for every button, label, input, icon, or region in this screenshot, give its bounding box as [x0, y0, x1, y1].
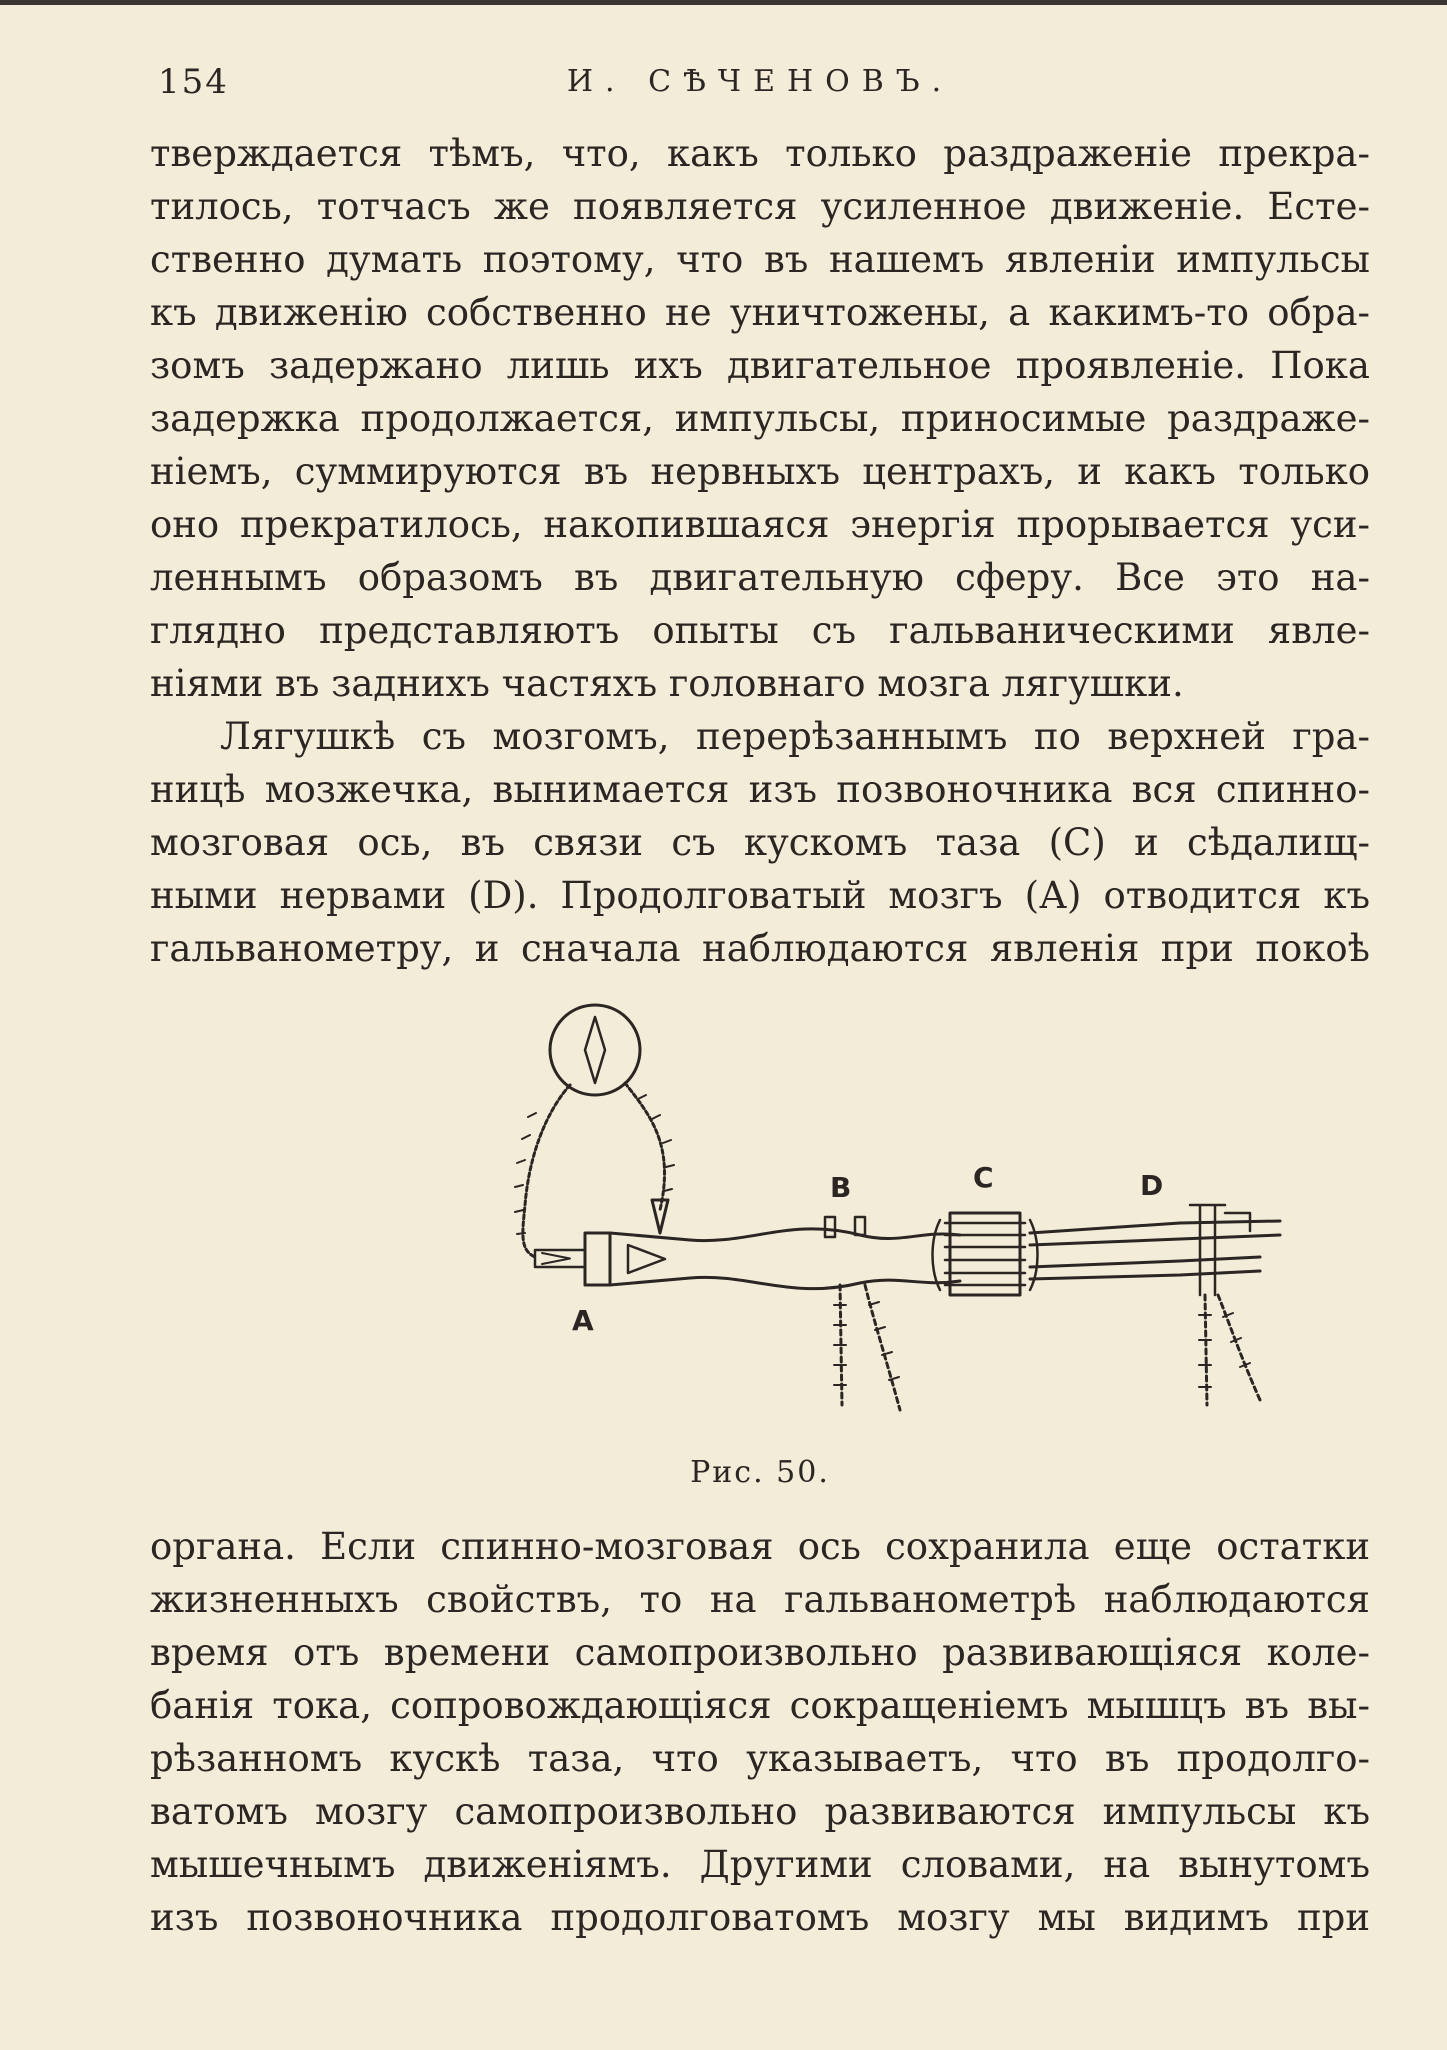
right-wire	[625, 1083, 665, 1210]
text-line: оно прекратилось, накопившаяся энергія прорывается уси-	[150, 503, 1370, 546]
text-line: жизненныхъ свойствъ, то на гальванометрѣ наблюдаются	[150, 1578, 1370, 1621]
text-line: рѣзанномъ кускѣ таза, что указываетъ, что въ продолго-	[150, 1737, 1370, 1780]
text-line: ными нервами (D). Продолговатый мозгъ (А) отводится къ	[150, 874, 1370, 917]
sciatic-nerves	[1030, 1205, 1280, 1295]
text-line: ватомъ мозгу самопроизвольно развиваются импульсы къ	[150, 1790, 1370, 1833]
lower-wire-d-left	[1205, 1295, 1207, 1405]
figure-label-b: B	[830, 1171, 852, 1204]
electrode-pair-b	[825, 1217, 865, 1237]
paragraph-2	[150, 710, 1370, 975]
text-line: гальванометру, и сначала наблюдаются явленія при покоѣ	[150, 927, 1370, 970]
book-page	[150, 0, 1370, 2050]
page-header	[150, 62, 1370, 112]
text-line: изъ позвоночника продолговатомъ мозгу мы видимъ при	[150, 1896, 1370, 1939]
figure-50	[320, 995, 1320, 1455]
page-number: 154	[158, 62, 229, 102]
text-line: Лягушкѣ съ мозгомъ, перерѣзаннымъ по верхней гра-	[220, 715, 1370, 758]
figure-label-d: D	[1140, 1169, 1164, 1202]
text-line: зомъ задержано лишь ихъ двигательное проявленіе. Пока	[150, 344, 1370, 387]
figure-label-c: C	[973, 1161, 994, 1194]
text-line: банія тока, сопровождающіяся сокращеніемъ мышцъ въ вы-	[150, 1684, 1370, 1727]
text-line: ницѣ мозжечка, вынимается изъ позвоночника вся спинно-	[150, 768, 1370, 811]
figure-caption: Рис. 50.	[690, 1455, 830, 1490]
text-line: глядно представляютъ опыты съ гальваническими явле-	[150, 609, 1370, 652]
text-line: ственно думать поэтому, что въ нашемъ явленіи импульсы	[150, 238, 1370, 281]
running-head: И. СѢЧЕНОВЪ.	[566, 64, 954, 99]
text-line: леннымъ образомъ въ двигательную сферу. Все это на-	[150, 556, 1370, 599]
text-line: мозговая ось, въ связи съ кускомъ таза (С) и сѣдалищ-	[150, 821, 1370, 864]
text-line: время отъ времени самопроизвольно развивающіяся коле-	[150, 1631, 1370, 1674]
text-line: ніемъ, суммируются въ нервныхъ центрахъ, и какъ только	[150, 450, 1370, 493]
text-line: ніями въ заднихъ частяхъ головнаго мозга лягушки.	[150, 662, 1184, 705]
left-wire	[523, 1085, 570, 1257]
text-line: тверждается тѣмъ, что, какъ только раздраженіе прекра-	[150, 132, 1370, 175]
lower-wire-d-right	[1218, 1295, 1260, 1400]
paragraph-1	[150, 127, 1370, 710]
text-line: тилось, тотчасъ же появляется усиленное движеніе. Есте-	[150, 185, 1370, 228]
text-line: органа. Если спинно-мозговая ось сохранила еще остатки	[150, 1525, 1370, 1568]
text-line: къ движенію собственно не уничтожены, а какимъ-то обра-	[150, 291, 1370, 334]
text-line: задержка продолжается, импульсы, приносимые раздраже-	[150, 397, 1370, 440]
figure-label-a: A	[572, 1304, 594, 1337]
galvanometer-dial	[550, 1005, 640, 1095]
text-line: мышечнымъ движеніямъ. Другими словами, на вынутомъ	[150, 1843, 1370, 1886]
medulla-oblongata	[585, 1229, 960, 1289]
paragraph-3	[150, 1520, 1370, 1944]
galvanometer-diagram	[320, 995, 1320, 1455]
